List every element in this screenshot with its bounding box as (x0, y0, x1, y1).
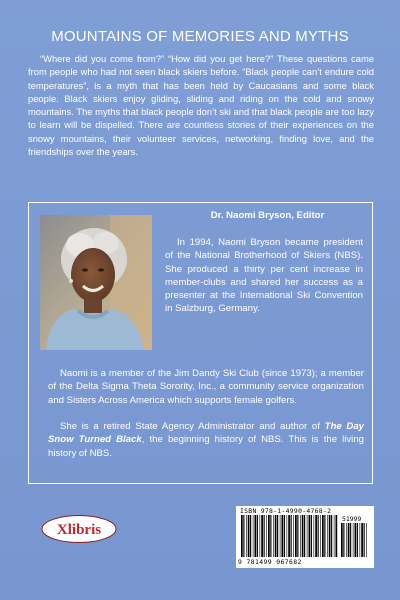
barcode-bar (243, 515, 244, 557)
editor-name: Dr. Naomi Bryson, Editor (210, 210, 325, 221)
ean-barcode-icon (240, 515, 340, 557)
barcode-bar (284, 515, 285, 557)
bio-p3-end: , the beginning history of NBS. This is the living history of NBS. (48, 434, 364, 459)
barcode-bar (253, 515, 254, 557)
barcode-bar (287, 515, 288, 557)
barcode-bar (268, 515, 270, 557)
barcode-bar (273, 515, 274, 557)
barcode-bar (315, 515, 317, 557)
barcode-bar (364, 523, 365, 557)
barcode-bar (350, 523, 351, 557)
barcode-bar (343, 523, 344, 557)
book-title: MOUNTAINS OF MEMORIES AND MYTHS (51, 28, 349, 45)
publisher-logo (40, 514, 118, 544)
cover-blurb: “Where did you come from?” “How did you get here?” These questions came from people who had not seen black skiers before. “Black people can’t endure cold temperatures”, is a myth that has been held by Caucasians and some black people. Black skiers enjoy gliding, sliding and riding on the cold and snowy mountains. The myths that black people don’t ski and that black people are too lazy to learn will be dispelled. There are countless stories of their experiences on the snowy mountains, their volunteer services, networking, finding love, and the friendships over the years. (28, 53, 374, 158)
author-photo (40, 215, 152, 350)
xlibris-logo-icon (40, 514, 118, 544)
barcode-bar (357, 523, 358, 557)
barcode-bar (275, 515, 277, 557)
ean-number: 9 781499 067682 (238, 558, 302, 566)
barcode-bar (314, 515, 315, 557)
bio-paragraph-2: Naomi is a member of the Jim Dandy Ski Club (since 1973); a member of the Delta Sigma Theta Sorority, Inc., a community service organization and Sisters Across America which supports female golfers. (48, 368, 364, 406)
barcode-bar (302, 515, 304, 557)
barcode-bar (331, 515, 332, 557)
price-addon-barcode-icon (340, 523, 370, 557)
barcode-bar (300, 515, 301, 557)
barcode-bar (320, 515, 321, 557)
barcode-bar (266, 515, 267, 557)
barcode-bar (260, 515, 261, 557)
barcode-bar (277, 515, 278, 557)
barcode-bar (355, 523, 357, 557)
barcode-bar (361, 523, 363, 557)
barcode-bar (318, 515, 319, 557)
barcode-bar (255, 515, 257, 557)
barcode-panel (236, 506, 374, 568)
barcode-bar (241, 515, 243, 557)
barcode-bar (322, 515, 324, 557)
logo-text: Xlibris (56, 522, 102, 538)
barcode-bar (341, 523, 343, 557)
author-portrait-image (40, 215, 152, 350)
bio-paragraph-3 (48, 420, 364, 460)
barcode-bar (334, 515, 335, 557)
barcode-bar (257, 515, 258, 557)
barcode-bar (248, 515, 250, 557)
barcode-bar (282, 515, 284, 557)
barcode-bar (246, 515, 247, 557)
price-code: 51999 (342, 515, 362, 523)
barcode-bar (360, 523, 361, 557)
barcode-bar (288, 515, 290, 557)
barcode-bar (327, 515, 328, 557)
barcode-bar (264, 515, 265, 557)
isbn-text: ISBN 978-1-4990-4768-2 (240, 507, 332, 515)
bio-p3-start: She is a retired State Agency Administrator and author of (60, 421, 325, 432)
bio-paragraph-1: In 1994, Naomi Bryson became president of the National Brotherhood of Skiers (NBS). She produced a thirty per cent increase in member-clubs and shared her success as a presenter at the International Ski Convention in Salzburg, Germany. (165, 237, 363, 315)
barcode-bar (280, 515, 281, 557)
barcode-bar (291, 515, 292, 557)
barcode-bar (307, 515, 308, 557)
barcode-bar (297, 515, 298, 557)
barcode-bar (250, 515, 251, 557)
barcode-bar (348, 523, 350, 557)
barcode-bar (304, 515, 305, 557)
barcode-bar (293, 515, 294, 557)
barcode-bar (295, 515, 297, 557)
barcode-bar (311, 515, 312, 557)
book-title-reference: The Day Snow Turned Black (48, 421, 365, 446)
barcode-bar (261, 515, 263, 557)
barcode-bar (366, 523, 367, 557)
barcode-bar (324, 515, 325, 557)
barcode-bar (336, 515, 338, 557)
barcode-bar (270, 515, 271, 557)
barcode-bar (346, 523, 347, 557)
barcode-bar (353, 523, 354, 557)
barcode-bar (329, 515, 331, 557)
barcode-bar (309, 515, 311, 557)
